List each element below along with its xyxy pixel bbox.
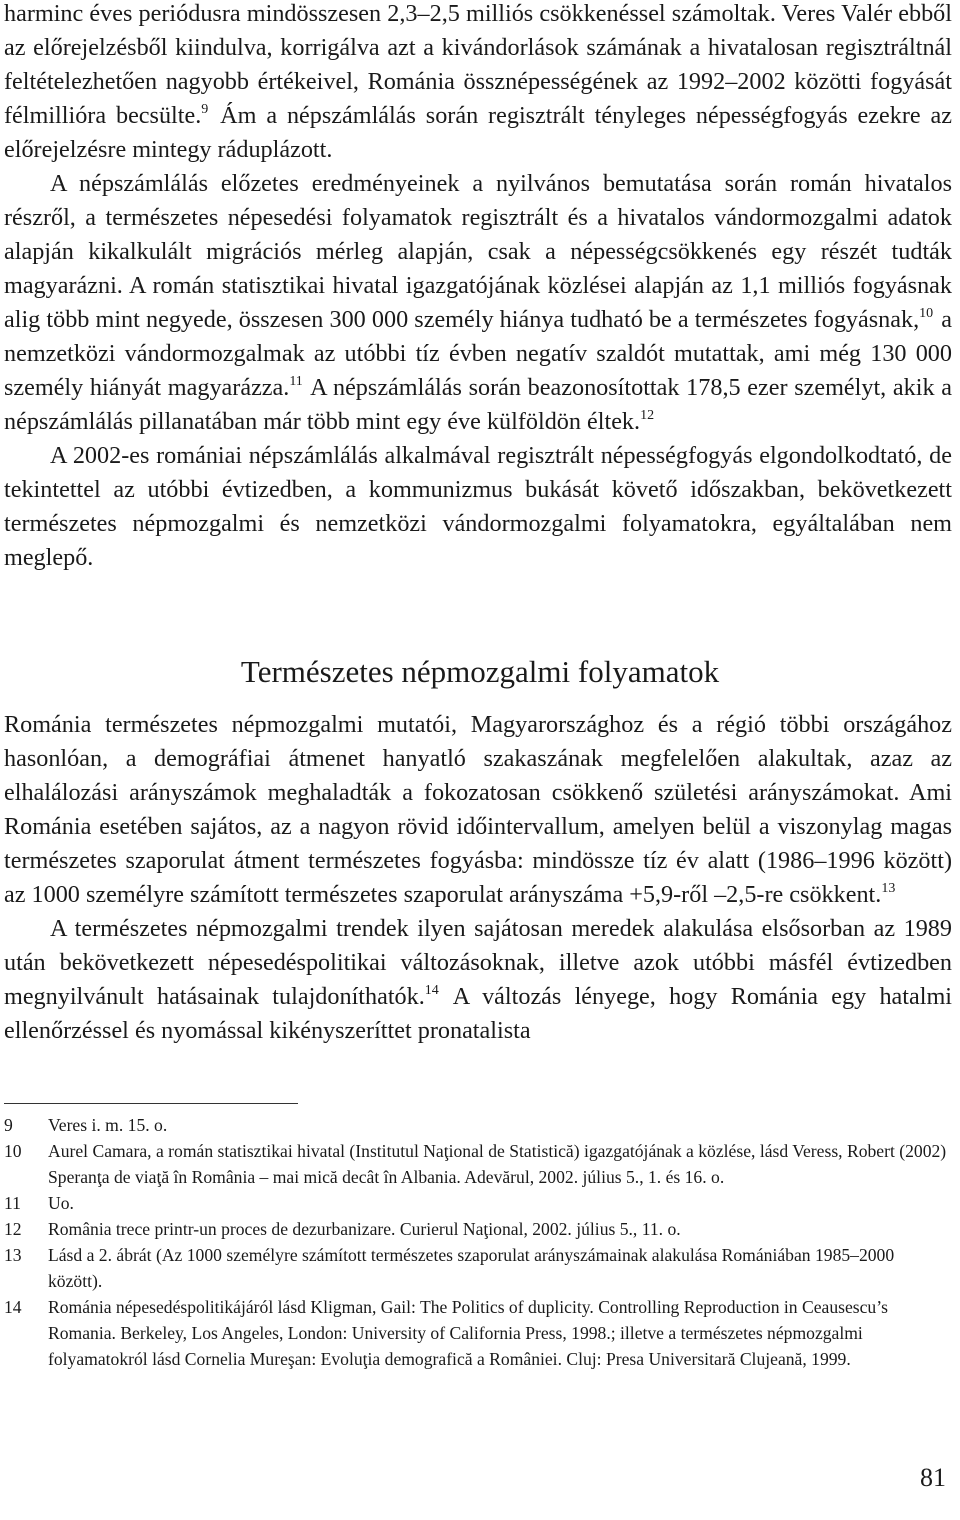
paragraph-2 — [4, 167, 952, 439]
paragraph-1-text-b: Ám a népszámlálás során regisztrált tényleges népességfogyás ezekre az előrejelzésre mintegy ráduplázott. — [4, 102, 952, 163]
paragraph-1 — [4, 0, 952, 167]
footnote-ref-13[interactable]: 13 — [881, 881, 896, 896]
paragraph-4-text: Románia természetes népmozgalmi mutatói, Magyarországhoz és a régió többi országához hasonlóan, a demográfiai átmenet hanyatló szakaszának megfelelően alakultak, azaz az elhalálozási arányszámok meghaladták a fokozatosan csökkenő születési arányszámokat. Ami Románia esetében sajátos, az a nagyon rövid időintervallum, amelyen belül a viszonylag magas természetes szaporulat átment természetes fogyásba: mindössze tíz év alatt (1986–1996 között) az 1000 személyre számított természetes szaporulat arányszáma +5,9-ről –2,5-re csökkent. — [4, 711, 952, 908]
footnote-14 — [4, 1294, 948, 1372]
footnote-number: 12 — [4, 1219, 22, 1239]
paragraph-2-text-c: A népszámlálás során beazonosítottak 178,5 ezer személyt, akik a népszámlálás pillanatában már több mint egy éve külföldön éltek. — [4, 374, 952, 435]
footnote-number: 10 — [4, 1141, 22, 1161]
footnote-13 — [4, 1242, 948, 1294]
footnote-text: România trece printr-un proces de dezurbanizare. Curierul Naţional, 2002. július 5., 11. o. — [48, 1219, 681, 1239]
footnote-number: 11 — [4, 1193, 21, 1213]
footnotes — [4, 1112, 948, 1372]
lower-body-text — [4, 708, 952, 1048]
footnote-divider — [4, 1103, 298, 1104]
footnote-text: Lásd a 2. ábrát (Az 1000 személyre számított természetes szaporulat arányszámainak alakulása Romániában 1985–2000 között). — [48, 1245, 895, 1291]
footnote-12 — [4, 1216, 948, 1242]
section-heading: Természetes népmozgalmi folyamatok — [240, 654, 720, 689]
paragraph-4 — [4, 708, 952, 912]
footnote-9 — [4, 1112, 948, 1138]
paragraph-5 — [4, 912, 952, 1048]
paragraph-2-text-b: a nemzetközi vándormozgalmak az utóbbi tíz évben negatív szaldót mutattak, ami még 130 000 személy hiányát magyarázza. — [4, 306, 952, 401]
paragraph-5-text-b: A változás lényege, hogy Románia egy hatalmi ellenőrzéssel és nyomással kikényszeríttet pronatalista — [4, 983, 952, 1044]
footnote-text: Uo. — [48, 1193, 74, 1213]
footnote-ref-10[interactable]: 10 — [919, 306, 934, 321]
page-number: 81 — [920, 1463, 946, 1492]
footnote-ref-9[interactable]: 9 — [201, 102, 209, 117]
footnote-number: 14 — [4, 1297, 22, 1317]
footnote-text: Románia népesedéspolitikájáról lásd Kligman, Gail: The Politics of duplicity. Controlling Reproduction in Ceausescu’s Romania. Berkeley, Los Angeles, London: University of California Press, 1998.; illetve a természetes népmozgalmi folyamatokról lásd Cornelia Mureşan: Evoluţia demografică a României. Cluj: Presa Universitară Clujeană, 1999. — [48, 1297, 888, 1369]
paragraph-3-text: A 2002-es romániai népszámlálás alkalmával regisztrált népességfogyás elgondolkodtató, de tekintettel az utóbbi évtizedben, a kommunizmus bukását követő időszakban, bekövetkezett természetes népmozgalmi és nemzetközi vándormozgalmi folyamatokra, egyáltalában nem meglepő. — [4, 442, 952, 571]
footnote-ref-14[interactable]: 14 — [424, 983, 439, 998]
paragraph-2-text-a: A népszámlálás előzetes eredményeinek a nyilvános bemutatása során román hivatalos részről, a természetes népesedési folyamatok regisztrált és a hivatalos vándormozgalmi adatok alapján kikalkulált migrációs mérleg alapján, csak a népességcsökkenés egy részét tudták magyarázni. A román statisztikai hivatal igazgatójának közlései alapján az 1,1 milliós fogyásnak alig több mint negyede, összesen 300 000 személy hiánya tudható be a természetes fogyásnak, — [4, 170, 952, 333]
footnote-10 — [4, 1138, 948, 1190]
footnote-text: Veres i. m. 15. o. — [48, 1115, 168, 1135]
footnote-text: Aurel Camara, a román statisztikai hivatal (Institutul Naţional de Statistică) igazgatójának a közlése, lásd Veress, Robert (2002) Speranţa de viaţă în România – mai mică decât în Albania. Adevărul, 2002. július 5., 1. és 16. o. — [48, 1141, 947, 1187]
upper-body-text — [4, 0, 952, 575]
footnote-number: 9 — [4, 1115, 13, 1135]
footnote-ref-12[interactable]: 12 — [640, 408, 655, 423]
footnote-11 — [4, 1190, 948, 1216]
footnote-number: 13 — [4, 1245, 22, 1265]
paragraph-1-text-a: harminc éves periódusra mindösszesen 2,3–2,5 milliós csökkenéssel számoltak. Veres Valér ebből az előrejelzésből kiindulva, korrigálva azt a kivándorlások számának a hivatalosan regisztráltnál feltételezhetően nagyobb értékeivel, Románia össznépességének az 1992–2002 közötti fogyását félmillióra becsülte. — [4, 0, 952, 129]
footnote-ref-11[interactable]: 11 — [289, 374, 303, 389]
paragraph-5-text-a: A természetes népmozgalmi trendek ilyen sajátosan meredek alakulása elsősorban az 1989 után bekövetkezett népesedéspolitikai változásoknak, illetve azok utóbbi másfél évtizedben megnyilvánult hatásainak tulajdoníthatók. — [4, 915, 952, 1010]
paragraph-3 — [4, 439, 952, 575]
